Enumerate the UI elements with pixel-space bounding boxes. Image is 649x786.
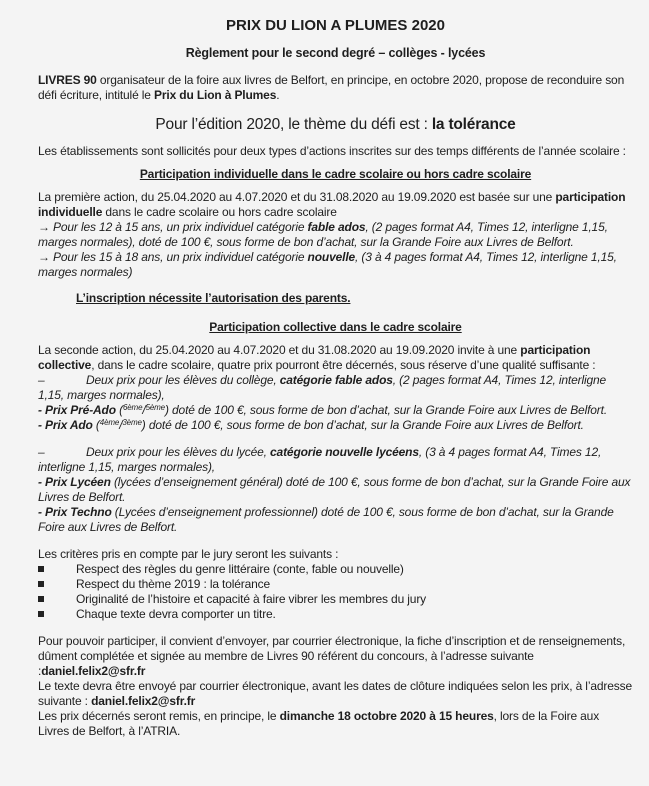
bullet-square-icon — [38, 611, 44, 617]
prize-name: Prix du Lion à Plumes — [154, 88, 277, 102]
sollicites-paragraph: Les établissements sont sollicités pour deux types d’actions inscrites sur des temps différents de l’année scolaire : — [38, 144, 626, 158]
criteria-intro: Les critères pris en compte par le jury seront les suivants : — [38, 547, 339, 561]
list-item: Respect du thème 2019 : la tolérance — [38, 577, 633, 592]
closing-submission: Le texte devra être envoyé par courrier électronique, avant les dates de clôture indiquées selon les prix, à l’adresse suivante : daniel.felix2@sfr.fr — [38, 679, 632, 708]
list-item: Originalité de l’histoire et capacité à faire vibrer les membres du jury — [38, 592, 633, 607]
closing-registration: Pour pouvoir participer, il convient d’envoyer, par courrier électronique, la fiche d’inscription et de renseignements, dûment complétée et signée au membre de Livres 90 référent du concours, à l’adresse suivante :daniel.felix2@sfr.fr — [38, 634, 626, 678]
email-link[interactable]: daniel.felix2@sfr.fr — [41, 664, 146, 678]
list-item: Respect des règles du genre littéraire (conte, fable ou nouvelle) — [38, 562, 633, 577]
parents-notice: L’inscription nécessite l’autorisation des parents. — [76, 291, 351, 305]
collective-heading: Participation collective dans le cadre scolaire — [209, 320, 462, 334]
intro-paragraph: LIVRES 90 organisateur de la foire aux livres de Belfort, en principe, en octobre 2020, propose de reconduire son défi écriture, intitulé le Prix du Lion à Plumes. — [38, 73, 625, 102]
organizer-name: LIVRES 90 — [38, 73, 97, 87]
lycee-prizes-item: – Deux prix pour les élèves du lycée, catégorie nouvelle lycéens, (3 à 4 pages format A4, Times 12, interligne 1,15, marges normales), — [38, 445, 602, 474]
bullet-square-icon — [38, 566, 44, 572]
prize-techno: - Prix Techno (Lycées d’enseignement professionnel) doté de 100 €, sous forme de bon d’achat, sur la Grande Foire aux Livres de Belfort. — [38, 505, 614, 534]
prize-preado: - Prix Pré-Ado ($^{6ème}$/$^{5ème}$) doté de 100 €, sous forme de bon d’achat, sur la Grande Foire aux Livres de Belfort. — [38, 403, 608, 417]
individual-item-fable: → Pour les 12 à 15 ans, un prix individuel catégorie fable ados, (2 pages format A4, Times 12, interligne 1,15, marges normales), doté de 100 €, sous forme de bon d’achat, sur la Grande Foire aux Livres de Belfort. — [38, 220, 608, 249]
theme-value: la tolérance — [431, 116, 516, 133]
college-prizes-item: – Deux prix pour les élèves du collège, catégorie fable ados, (2 pages format A4, Times 12, interligne 1,15, marges normales), — [38, 373, 607, 402]
individual-heading: Participation individuelle dans le cadre scolaire ou hors cadre scolaire — [139, 167, 532, 181]
list-item: Chaque texte devra comporter un titre. — [38, 607, 633, 622]
criteria-list — [38, 562, 633, 622]
prize-ado: - Prix Ado ($^{4ème}$/$^{3ème}$) doté de 100 €, sous forme de bon d’achat, sur la Grande Foire aux Livres de Belfort. — [38, 418, 584, 432]
email-link[interactable]: daniel.felix2@sfr.fr — [91, 694, 196, 708]
individual-item-nouvelle: → Pour les 15 à 18 ans, un prix individuel catégorie nouvelle, (3 à 4 pages format A4, Times 12, interligne 1,15, marges normales) — [38, 250, 617, 279]
closing-ceremony: Les prix décernés seront remis, en principe, le dimanche 18 octobre 2020 à 15 heures, lors de la Foire aux Livres de Belfort, à l’ATRIA. — [38, 709, 600, 738]
prize-lyceen: - Prix Lycéen (lycées d’enseignement général) doté de 100 €, sous forme de bon d’achat, sur la Grande Foire aux Livres de Belfort. — [38, 475, 631, 504]
individual-paragraph: La première action, du 25.04.2020 au 4.07.2020 et du 31.08.2020 au 19.09.2020 est basée sur une participation individuelle dans le cadre scolaire ou hors cadre scolaire — [38, 190, 626, 219]
ceremony-date: dimanche 18 octobre 2020 à 15 heures — [279, 709, 494, 723]
bullet-square-icon — [38, 581, 44, 587]
collective-paragraph: La seconde action, du 25.04.2020 au 4.07.2020 et du 31.08.2020 au 19.09.2020 invite à une participation collective, dans le cadre scolaire, quatre prix pourront être décernés, sous réserve d’une qualité suffisante : — [38, 343, 596, 372]
bullet-square-icon — [38, 596, 44, 602]
theme-line: Pour l’édition 2020, le thème du défi est : la tolérance — [155, 116, 516, 133]
page-subtitle: Règlement pour le second degré – collèges - lycées — [185, 46, 486, 60]
page-title: PRIX DU LION A PLUMES 2020 — [226, 17, 445, 34]
